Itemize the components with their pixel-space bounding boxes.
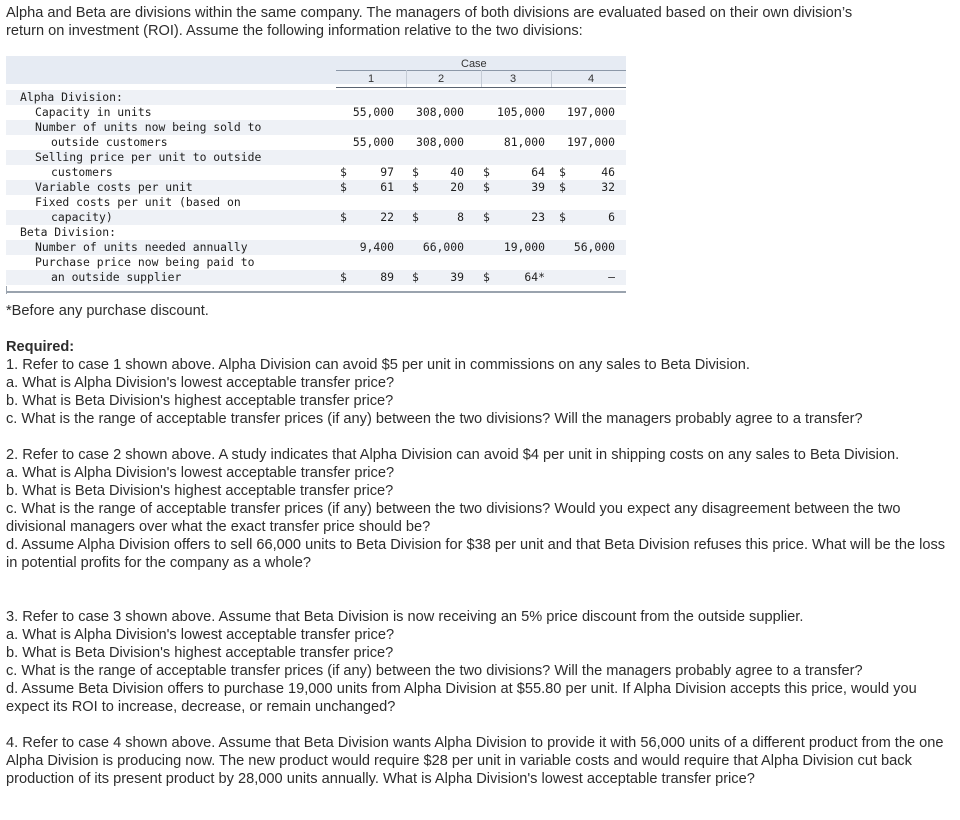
footnote: *Before any purchase discount.	[6, 303, 209, 319]
currency-symbol: $	[559, 180, 566, 194]
currency-symbol: $	[412, 210, 419, 224]
row-label: customers	[51, 165, 113, 179]
table-row	[6, 195, 626, 210]
intro-paragraph	[6, 4, 950, 40]
cell-value-case-2: 20	[450, 180, 464, 194]
cell-value-case-4: 197,000	[566, 105, 615, 119]
table-bottom-rule	[6, 291, 626, 293]
case-column-1: 1	[367, 73, 375, 85]
table-corner-rule	[6, 286, 7, 294]
cell-value-case-2: 66,000	[422, 240, 464, 254]
row-label: Number of units needed annually	[35, 240, 248, 254]
question-3-stem: 3. Refer to case 3 shown above. Assume that Beta Division is now receiving an 5% price discount from the outside supplier.	[6, 609, 804, 625]
required-section	[6, 338, 950, 428]
row-label: Fixed costs per unit (based on	[35, 195, 241, 209]
division-data-table	[6, 56, 626, 296]
currency-symbol: $	[483, 210, 490, 224]
table-row	[6, 135, 626, 150]
intro-line-1: Alpha and Beta are divisions within the same company. The managers of both divisions are evaluated based on their own division’s	[6, 5, 853, 21]
currency-symbol: $	[340, 210, 347, 224]
cell-value-case-2: 40	[450, 165, 464, 179]
column-divider	[551, 70, 552, 87]
currency-symbol: $	[412, 165, 419, 179]
row-label: outside customers	[51, 135, 168, 149]
table-row	[6, 90, 626, 105]
table-row	[6, 120, 626, 135]
cell-value-case-4: 46	[601, 165, 615, 179]
required-heading: Required:	[6, 339, 75, 355]
question-3c: c. What is the range of acceptable transfer prices (if any) between the two divisions? Will the managers probably agree to a transfer?	[6, 663, 863, 679]
cell-value-case-3: 39	[531, 180, 545, 194]
cell-value-case-4: 56,000	[573, 240, 615, 254]
cell-value-case-2: 308,000	[415, 105, 464, 119]
table-row	[6, 150, 626, 165]
intro-line-2: return on investment (ROI). Assume the following information relative to the two divisions:	[6, 23, 583, 39]
cell-value-case-3: 23	[531, 210, 545, 224]
row-label: Selling price per unit to outside	[35, 150, 262, 164]
cell-value-case-4: –	[608, 270, 615, 284]
question-1a: a. What is Alpha Division's lowest acceptable transfer price?	[6, 375, 395, 391]
table-row	[6, 105, 626, 120]
question-2c: c. What is the range of acceptable transfer prices (if any) between the two divisions? Would you expect any disagreement between the two divisional managers over what the exact transfer price should be?	[6, 501, 901, 535]
case-column-4: 4	[587, 73, 595, 85]
question-2d: d. Assume Alpha Division offers to sell 66,000 units to Beta Division for $38 per unit and that Beta Division refuses this price. What will be the loss in potential profits for the company as a whole?	[6, 537, 946, 571]
currency-symbol: $	[340, 165, 347, 179]
table-row	[6, 270, 626, 285]
currency-symbol: $	[559, 165, 566, 179]
question-2-stem: 2. Refer to case 2 shown above. A study indicates that Alpha Division can avoid $4 per unit in shipping costs on any sales to Beta Division.	[6, 447, 900, 463]
row-label: an outside supplier	[51, 270, 182, 284]
cell-value-case-1: 55,000	[352, 135, 394, 149]
currency-symbol: $	[559, 210, 566, 224]
cell-value-case-1: 89	[380, 270, 394, 284]
table-row	[6, 210, 626, 225]
table-row	[6, 240, 626, 255]
cell-value-case-1: 9,400	[359, 240, 394, 254]
question-3a: a. What is Alpha Division's lowest acceptable transfer price?	[6, 627, 395, 643]
currency-symbol: $	[483, 270, 490, 284]
cell-value-case-2: 39	[450, 270, 464, 284]
currency-symbol: $	[340, 270, 347, 284]
table-row	[6, 225, 626, 240]
cell-value-case-4: 197,000	[566, 135, 615, 149]
currency-symbol: $	[483, 180, 490, 194]
question-1-stem: 1. Refer to case 1 shown above. Alpha Division can avoid $5 per unit in commissions on any sales to Beta Division.	[6, 357, 750, 373]
table-row	[6, 165, 626, 180]
case-header: Case	[461, 58, 487, 70]
row-label: Number of units now being sold to	[35, 120, 262, 134]
currency-symbol: $	[483, 165, 490, 179]
question-2a: a. What is Alpha Division's lowest acceptable transfer price?	[6, 465, 395, 481]
row-label: Beta Division:	[20, 225, 117, 239]
cell-value-case-2: 8	[457, 210, 464, 224]
cell-value-case-4: 6	[608, 210, 615, 224]
currency-symbol: $	[412, 180, 419, 194]
table-row	[6, 255, 626, 270]
currency-symbol: $	[340, 180, 347, 194]
question-3d: d. Assume Beta Division offers to purchase 19,000 units from Alpha Division at $55.80 per unit. If Alpha Division accepts this price, would you expect its ROI to increase, decrease, or remain unchanged?	[6, 681, 917, 715]
cell-value-case-4: 32	[601, 180, 615, 194]
question-4-block	[6, 734, 950, 788]
question-4-stem: 4. Refer to case 4 shown above. Assume that Beta Division wants Alpha Division to provide it with 56,000 units of a different product from the one Alpha Division is producing now. The new product would require $28 per unit in variable costs and would require that Alpha Division cut back production of its present product by 28,000 units annually. What is Alpha Division's lowest acceptable transfer price?	[6, 735, 944, 787]
row-label: capacity)	[51, 210, 113, 224]
case-column-2: 2	[437, 73, 445, 85]
question-2-block	[6, 446, 950, 572]
table-row	[6, 180, 626, 195]
cell-value-case-3: 81,000	[503, 135, 545, 149]
question-1c: c. What is the range of acceptable transfer prices (if any) between the two divisions? Will the managers probably agree to a transfer?	[6, 411, 863, 427]
question-2b: b. What is Beta Division's highest acceptable transfer price?	[6, 483, 394, 499]
question-3b: b. What is Beta Division's highest acceptable transfer price?	[6, 645, 394, 661]
case-column-3: 3	[509, 73, 517, 85]
cell-value-case-1: 61	[380, 180, 394, 194]
row-label: Variable costs per unit	[35, 180, 193, 194]
header-rule	[336, 87, 626, 88]
cell-value-case-3: 19,000	[503, 240, 545, 254]
cell-value-case-1: 97	[380, 165, 394, 179]
cell-value-case-1: 55,000	[352, 105, 394, 119]
cell-value-case-3: 64	[531, 165, 545, 179]
cell-value-case-1: 22	[380, 210, 394, 224]
row-label: Alpha Division:	[20, 90, 123, 104]
row-label: Capacity in units	[35, 105, 152, 119]
question-3-block	[6, 608, 950, 716]
row-label: Purchase price now being paid to	[35, 255, 255, 269]
cell-value-case-3: 64*	[524, 270, 545, 284]
cell-value-case-3: 105,000	[496, 105, 545, 119]
question-1b: b. What is Beta Division's highest acceptable transfer price?	[6, 393, 394, 409]
cell-value-case-2: 308,000	[415, 135, 464, 149]
currency-symbol: $	[412, 270, 419, 284]
